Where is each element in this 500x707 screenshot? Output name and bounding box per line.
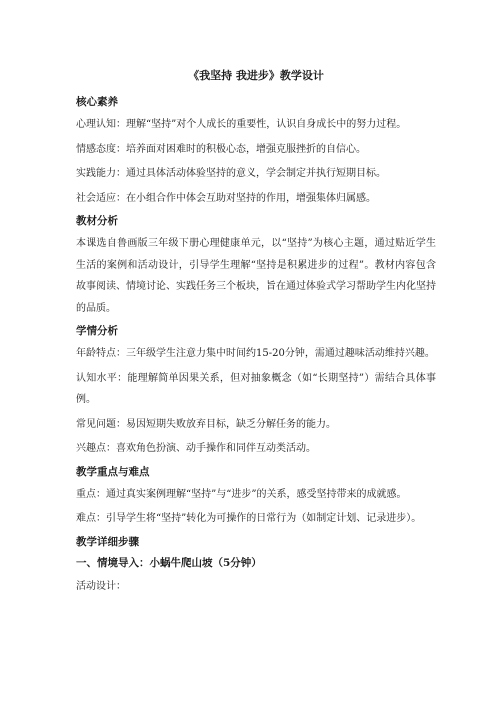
step1-activity-label: 活动设计： [76,580,126,592]
section-heading-steps: 教学详细步骤 [76,535,139,548]
focus-item-key-point: 重点：通过真实案例理解“坚持”与“进步”的关系，感受坚持带来的成就感。 [76,488,407,500]
learners-item-interests: 兴趣点：喜欢角色扮演、动手操作和同伴互动类活动。 [76,443,316,454]
learners-item-age: 年龄特点：三年级学生注意力集中时间约15-20分钟，需通过趣味活动维持兴趣。 [76,348,435,359]
document-page [76,62,436,597]
section-heading-core: 核心素养 [76,96,118,108]
core-item-cognition: 心理认知：理解“坚持”对个人成长的重要性，认识自身成长中的努力过程。 [76,119,407,130]
core-item-social: 社会适应：在小组合作中体会互助对坚持的作用，增强集体归属感。 [76,192,376,204]
section-heading-focus: 教学重点与难点 [76,465,150,478]
core-item-practice: 实践能力：通过具体活动体验坚持的意义，学会制定并执行短期目标。 [76,168,386,179]
material-paragraph: 本课选自鲁画版三年级下册心理健康单元，以“坚持”为核心主题，通过贴近学生生活的案例和活动设计，引导学生理解“坚持是积累进步的过程”。教材内容包含故事阅读、情境讨论、实践任务三个板块，旨在通过体验式学习帮助学生内化坚持的品质。 [76,238,436,314]
step1-title: 一、情境导入：小蜗牛爬山坡（5分钟） [76,556,262,569]
learners-item-problems: 常见问题：易因短期失败放弃目标，缺乏分解任务的能力。 [76,418,336,430]
learners-item-cognition: 认知水平：能理解简单因果关系，但对抽象概念（如“长期坚持”）需结合具体事例。 [76,372,436,405]
document-title: 《我坚持 我进步》教学设计 [188,69,324,82]
core-item-attitude: 情感态度：培养面对困难时的积极心态，增强克服挫折的自信心。 [76,143,366,155]
section-heading-learners: 学情分析 [76,325,118,337]
section-heading-material: 教材分析 [76,215,118,227]
focus-item-difficulty: 难点：引导学生将“坚持”转化为可操作的日常行为（如制定计划、记录进步）。 [76,513,422,524]
